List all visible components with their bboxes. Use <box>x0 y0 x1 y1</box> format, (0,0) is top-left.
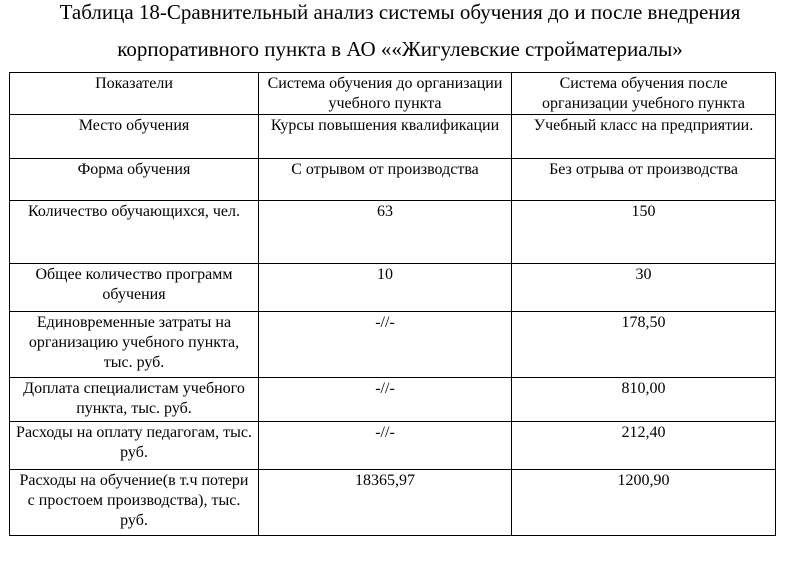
comparison-table <box>9 72 776 536</box>
row-indicator: Общее количество программ обучения <box>10 264 259 312</box>
row-indicator: Количество обучающихся, чел. <box>10 201 259 264</box>
table-row <box>10 201 776 264</box>
row-after-value: 150 <box>512 201 776 264</box>
table-row <box>10 422 776 470</box>
row-after-value: Учебный класс на предприятии. <box>512 115 776 159</box>
table-row <box>10 312 776 378</box>
row-after-value: 178,50 <box>512 312 776 378</box>
row-before-value: -//- <box>259 312 512 378</box>
row-before-value: -//- <box>259 378 512 422</box>
row-indicator: Расходы на обучение(в т.ч потери с простоем производства), тыс. руб. <box>10 470 259 536</box>
row-after-value: Без отрыва от производства <box>512 159 776 201</box>
table-caption-line-1: Таблица 18-Сравнительный анализ системы обучения до и после внедрения <box>59 0 741 24</box>
row-before-value: С отрывом от производства <box>259 159 512 201</box>
table-caption-line-2: корпоративного пункта в АО ««Жигулевские стройматериалы» <box>117 37 683 61</box>
table-row <box>10 378 776 422</box>
row-after-value: 1200,90 <box>512 470 776 536</box>
table-row <box>10 264 776 312</box>
row-before-value: 18365,97 <box>259 470 512 536</box>
row-indicator: Место обучения <box>10 115 259 159</box>
row-indicator: Доплата специалистам учебного пункта, тыс. руб. <box>10 378 259 422</box>
row-indicator: Форма обучения <box>10 159 259 201</box>
header-before: Система обучения до организации учебного пункта <box>259 73 512 115</box>
row-after-value: 810,00 <box>512 378 776 422</box>
header-indicators: Показатели <box>10 73 259 115</box>
row-indicator: Расходы на оплату педагогам, тыс. руб. <box>10 422 259 470</box>
row-before-value: 10 <box>259 264 512 312</box>
row-before-value: Курсы повышения квалификации <box>259 115 512 159</box>
row-after-value: 212,40 <box>512 422 776 470</box>
table-header-row <box>10 73 776 115</box>
row-before-value: 63 <box>259 201 512 264</box>
header-after: Система обучения после организации учебного пункта <box>512 73 776 115</box>
row-indicator: Единовременные затраты на организацию учебного пункта, тыс. руб. <box>10 312 259 378</box>
table-row <box>10 115 776 159</box>
table-row <box>10 159 776 201</box>
row-after-value: 30 <box>512 264 776 312</box>
table-row <box>10 470 776 536</box>
row-before-value: -//- <box>259 422 512 470</box>
